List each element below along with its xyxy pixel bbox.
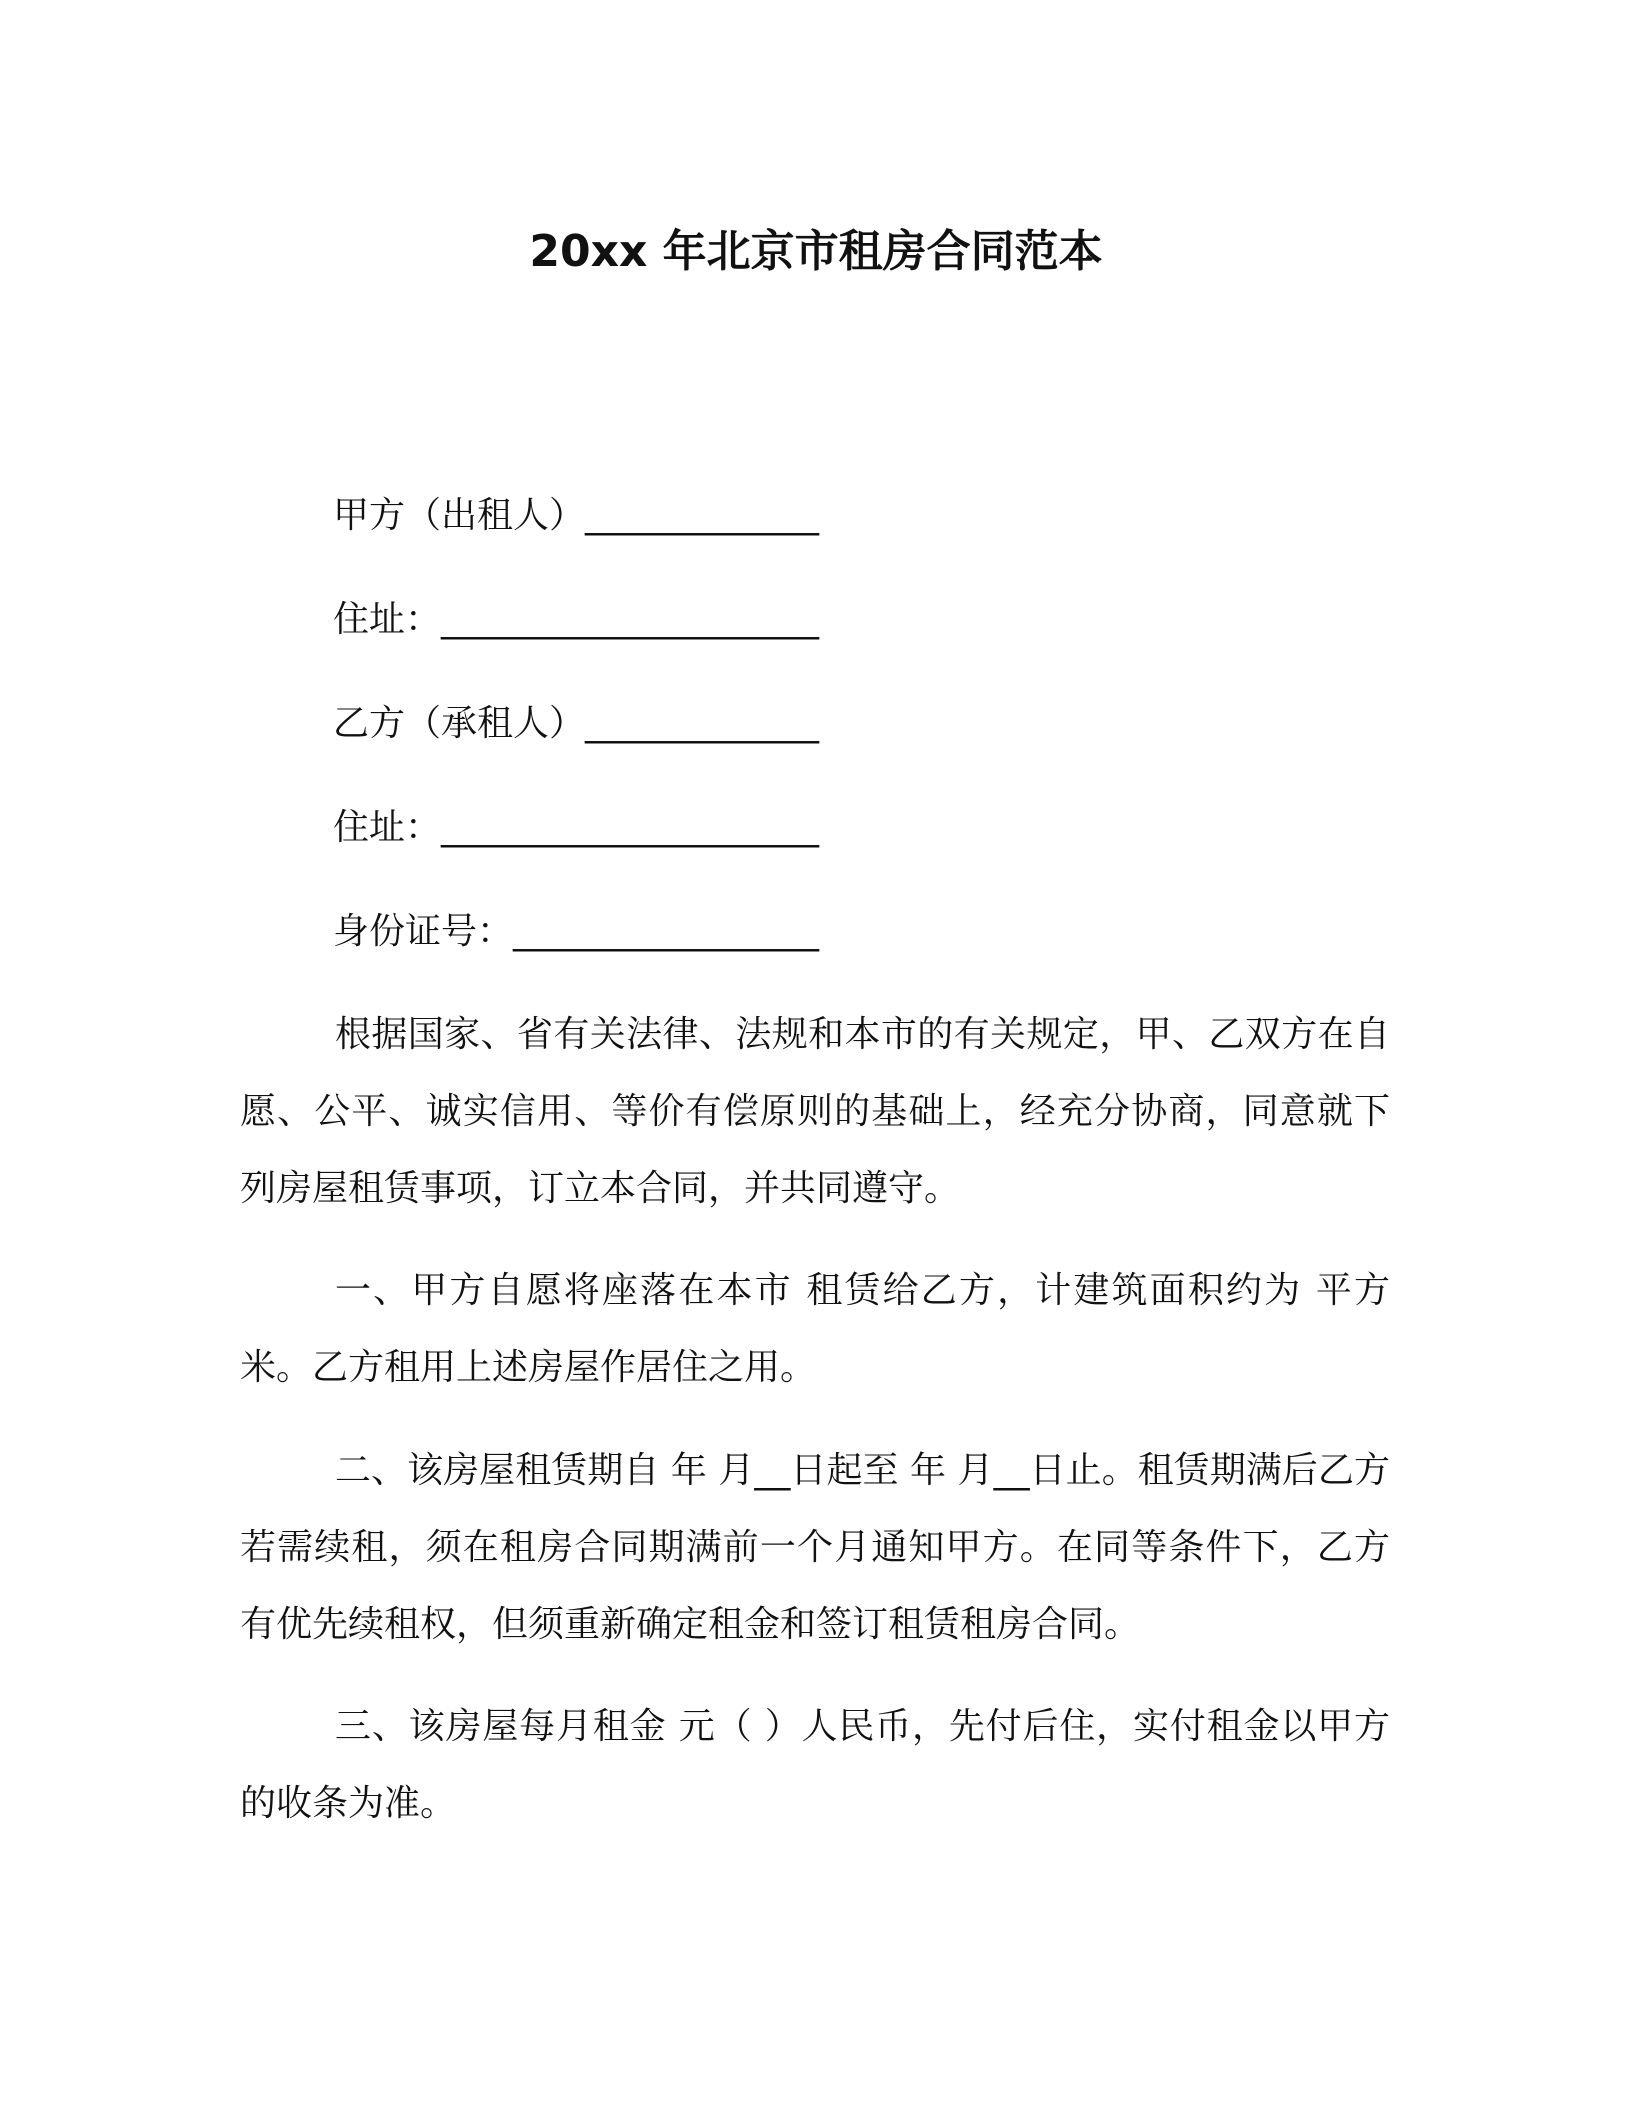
tenant-field xyxy=(333,700,819,748)
tenant-label: 乙方（承租人） xyxy=(333,703,586,744)
id-number-label: 身份证号： xyxy=(333,911,514,952)
landlord-field xyxy=(333,492,819,540)
clause-3-paragraph: 三、该房屋每月租金 元（ ）人民币，先付后住，实付租金以甲方的收条为准。 xyxy=(240,1706,1390,1824)
document-title: 20xx 年北京市租房合同范本 xyxy=(529,226,1103,277)
tenant-address-label: 住址： xyxy=(333,807,442,848)
id-number-blank: _________________ xyxy=(513,911,820,952)
tenant-blank: _____________ xyxy=(585,703,820,744)
landlord-address-blank: _____________________ xyxy=(441,599,820,640)
landlord-address-label: 住址： xyxy=(333,599,442,640)
landlord-address-field xyxy=(333,596,819,644)
landlord-label: 甲方（出租人） xyxy=(333,495,586,536)
intro-paragraph: 根据国家、省有关法律、法规和本市的有关规定，甲、乙双方在自愿、公平、诚实信用、等价有偿原则的基础上，经充分协商，同意就下列房屋租赁事项，订立本合同，并共同遵守。 xyxy=(240,1014,1390,1209)
tenant-address-field xyxy=(333,804,819,852)
id-number-field xyxy=(333,908,819,956)
clause-2-paragraph: 二、该房屋租赁期自 年 月__日起至 年 月__日止。租赁期满后乙方若需续租，须在租房合同期满前一个月通知甲方。在同等条件下，乙方有优先续租权，但须重新确定租金和签订租赁租房合同。 xyxy=(240,1450,1390,1645)
landlord-blank: _____________ xyxy=(585,495,820,536)
tenant-address-blank: _____________________ xyxy=(441,807,820,848)
clause-1-paragraph: 一、甲方自愿将座落在本市 租赁给乙方，计建筑面积约为 平方米。乙方租用上述房屋作居住之用。 xyxy=(240,1270,1390,1388)
